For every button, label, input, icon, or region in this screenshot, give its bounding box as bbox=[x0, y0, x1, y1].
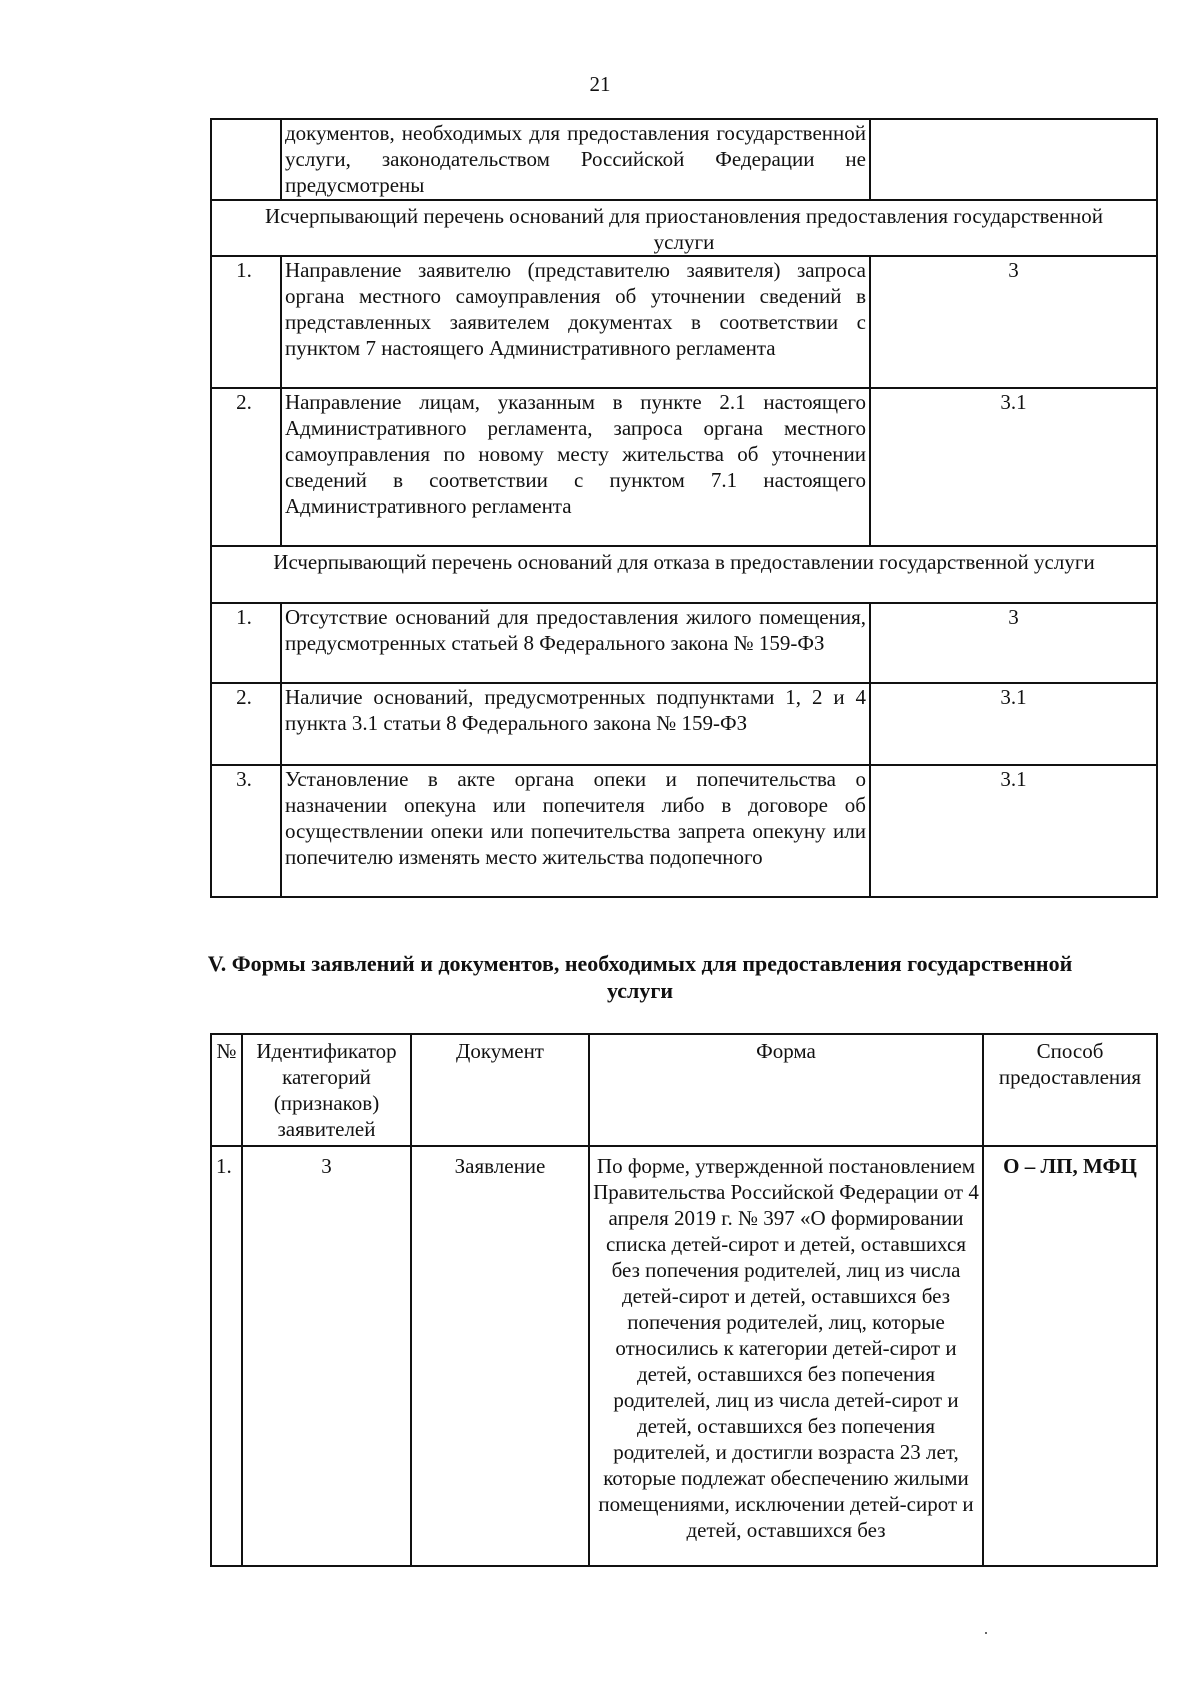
table-row bbox=[211, 765, 1157, 897]
header-number: № bbox=[211, 1034, 242, 1146]
section-header-row bbox=[211, 546, 1157, 603]
table-row bbox=[211, 1146, 1157, 1566]
row-method: О – ЛП, МФЦ bbox=[983, 1146, 1157, 1566]
grounds-table bbox=[210, 118, 1158, 898]
table-row bbox=[211, 603, 1157, 683]
row-text: Направление лицам, указанным в пункте 2.1 настоящего Административного регламента, запроса органа местного самоуправления по новому месту жительства об уточнении сведений в соответствии с пунктом 7.1 настоящего Административного регламента bbox=[281, 388, 870, 546]
row-identifier: 3 bbox=[870, 603, 1157, 683]
header-document: Документ bbox=[411, 1034, 589, 1146]
row-identifier: 3 bbox=[242, 1146, 411, 1566]
table-cell bbox=[211, 119, 281, 200]
row-text: Установление в акте органа опеки и попечительства о назначении опекуна или попечителя либо в договоре об осуществлении опеки или попечительства запрета опекуну или попечителю изменять место жительства подопечного bbox=[281, 765, 870, 897]
row-identifier: 3.1 bbox=[870, 765, 1157, 897]
header-method: Способ предоставления bbox=[983, 1034, 1157, 1146]
row-number: 1. bbox=[211, 256, 281, 388]
row-document: Заявление bbox=[411, 1146, 589, 1566]
header-identifier: Идентификатор категорий (признаков) заявителей bbox=[242, 1034, 411, 1146]
table-row bbox=[211, 119, 1157, 200]
row-number: 2. bbox=[211, 683, 281, 765]
refusal-header: Исчерпывающий перечень оснований для отказа в предоставлении государственной услуги bbox=[211, 546, 1157, 603]
continuation-text: документов, необходимых для предоставления государственной услуги, законодательством Российской Федерации не предусмотрены bbox=[281, 119, 870, 200]
page-number: 21 bbox=[589, 72, 611, 96]
row-number: 1. bbox=[211, 1146, 242, 1566]
row-number: 2. bbox=[211, 388, 281, 546]
table-row bbox=[211, 256, 1157, 388]
table-cell bbox=[870, 119, 1157, 200]
row-number: 3. bbox=[211, 765, 281, 897]
section-header-row bbox=[211, 200, 1157, 256]
table-row bbox=[211, 683, 1157, 765]
table-header-row bbox=[211, 1034, 1157, 1146]
row-text: Отсутствие оснований для предоставления жилого помещения, предусмотренных статьей 8 Федерального закона № 159-ФЗ bbox=[281, 603, 870, 683]
row-identifier: 3 bbox=[870, 256, 1157, 388]
forms-table bbox=[210, 1033, 1158, 1567]
table-row bbox=[211, 388, 1157, 546]
row-form: По форме, утвержденной постановлением Правительства Российской Федерации от 4 апреля 2019 г. № 397 «О формировании списка детей-сирот и детей, оставшихся без попечения родителей, лиц из числа детей-сирот и детей, оставшихся без попечения родителей, лиц, которые относились к категории детей-сирот и детей, оставшихся без попечения родителей, лиц из числа детей-сирот и детей, оставшихся без попечения родителей, и достигли возраста 23 лет, которые подлежат обеспечению жилыми помещениями, исключении детей-сирот и детей, оставшихся без bbox=[589, 1146, 983, 1566]
row-identifier: 3.1 bbox=[870, 388, 1157, 546]
section-title: V. Формы заявлений и документов, необходимых для предоставления государственной услуги bbox=[207, 951, 1073, 1003]
suspension-header: Исчерпывающий перечень оснований для приостановления предоставления государственной услуги bbox=[211, 200, 1157, 256]
row-text: Наличие оснований, предусмотренных подпунктами 1, 2 и 4 пункта 3.1 статьи 8 Федерального закона № 159-ФЗ bbox=[281, 683, 870, 765]
row-number: 1. bbox=[211, 603, 281, 683]
row-identifier: 3.1 bbox=[870, 683, 1157, 765]
row-text: Направление заявителю (представителю заявителя) запроса органа местного самоуправления об уточнении сведений в представленных заявителем документах в соответствии с пунктом 7 настоящего Административного регламента bbox=[281, 256, 870, 388]
scan-speck bbox=[985, 1632, 987, 1634]
header-form: Форма bbox=[589, 1034, 983, 1146]
